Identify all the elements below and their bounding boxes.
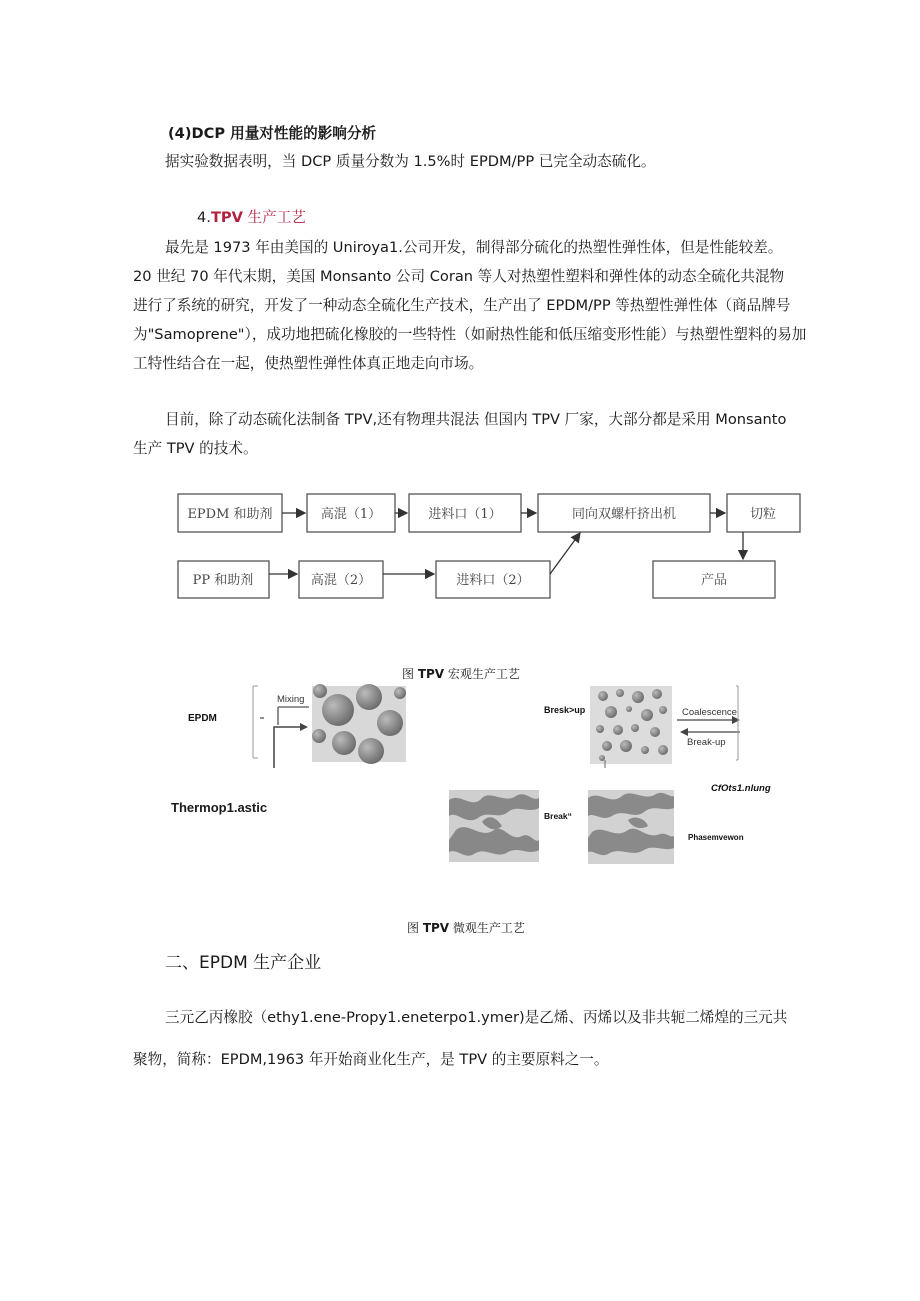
heading-number: 4. [197, 209, 211, 226]
label-feed2: 进料口（2） [456, 573, 530, 588]
label-break2: Break“ [544, 811, 572, 821]
label-cut: 切粒 [749, 507, 777, 522]
micro-caption-rest: 微观生产工艺 [449, 921, 525, 935]
label-breakup-top: Bresk>up [544, 705, 586, 715]
para2-line-2: 生产 TPV 的技术。 [133, 440, 258, 457]
cocontinuous-box-left [449, 790, 539, 862]
heading-rest: 生产工艺 [242, 209, 306, 226]
cocontinuous-box-right [588, 790, 674, 864]
label-feed1: 进料口（1） [428, 507, 502, 522]
label-coalescence: Coalescence [682, 707, 737, 718]
label-phase: Phasemvewon [688, 833, 744, 842]
epdm-bracket [253, 686, 264, 758]
label-thermoplastic: Thermop1.astic [171, 800, 268, 815]
label-mixing: Mixing [277, 694, 305, 705]
label-mix2: 高混（2） [310, 573, 372, 588]
mixing-arrow [274, 707, 309, 768]
para1-line-4: 为"Samoprene"），成功地把硫化橡胶的一些特性（如耐热性能和低压缩变形性能）与热塑性塑料的易加 [133, 326, 807, 343]
label-cfots: CfOts1.nlung [711, 783, 771, 794]
para1-line-3: 进行了系统的研究，开发了一种动态全硫化生产技术，生产出了 EPDM/PP 等热塑性弹性体（商品牌号 [133, 297, 791, 314]
micro-caption [407, 919, 525, 936]
label-breakup-arrow: Break-up [687, 737, 726, 748]
label-epdm-micro: EPDM [188, 713, 217, 724]
arrow-feed2-extruder [550, 533, 580, 574]
macro-caption-tpv: TPV [417, 667, 445, 681]
blend-box-small-drops [590, 686, 672, 764]
section-4-heading: (4)DCP 用量对性能的影响分析 [168, 125, 377, 142]
heading-tpv: TPV [210, 209, 243, 226]
section-2-line-2: 聚物，简称：EPDM,1963 年开始商业化生产，是 TPV 的主要原料之一。 [133, 1051, 609, 1068]
label-extruder: 同向双螺杆挤出机 [571, 507, 677, 522]
section-4-body: 据实验数据表明，当 DCP 质量分数为 1.5%时 EPDM/PP 已完全动态硫化。 [165, 153, 656, 170]
macro-caption-prefix: 图 [402, 667, 418, 681]
section-2-line-1: 三元乙丙橡胶（ethy1.ene-Propy1.eneterpo1.ymer)是乙烯、丙烯以及非共轭二烯煌的三元共 [165, 1009, 788, 1026]
label-epdm: EPDM 和助剂 [187, 507, 273, 522]
label-product: 产品 [700, 573, 728, 588]
para2-line-1: 目前，除了动态硫化法制备 TPV,还有物理共混法 但国内 TPV 厂家，大部分都是采用 Monsanto [165, 411, 787, 428]
micro-caption-prefix: 图 [407, 921, 423, 935]
para1-line-1: 最先是 1973 年由美国的 Uniroya1.公司开发，制得部分硫化的热塑性弹性体，但是性能较差。 [165, 239, 783, 256]
para1-line-5: 工特性结合在一起，使热塑性弹性体真正地走向市场。 [133, 355, 484, 372]
section-2-heading: 二、EPDM 生产企业 [165, 953, 322, 973]
right-bracket [736, 686, 738, 760]
micro-process-illustration [160, 680, 800, 880]
macro-caption-rest: 宏观生产工艺 [444, 667, 520, 681]
label-pp: PP 和助剂 [192, 573, 254, 588]
micro-caption-tpv: TPV [422, 921, 450, 935]
tpv-process-heading [197, 203, 306, 232]
macro-process-flowchart [170, 486, 810, 606]
blend-box-large-drops [312, 684, 406, 764]
label-mix1: 高混（1） [320, 507, 382, 522]
para1-line-2: 20 世纪 70 年代末期，美国 Monsanto 公司 Coran 等人对热塑性塑料和弹性体的动态全硫化共混物 [133, 268, 785, 285]
